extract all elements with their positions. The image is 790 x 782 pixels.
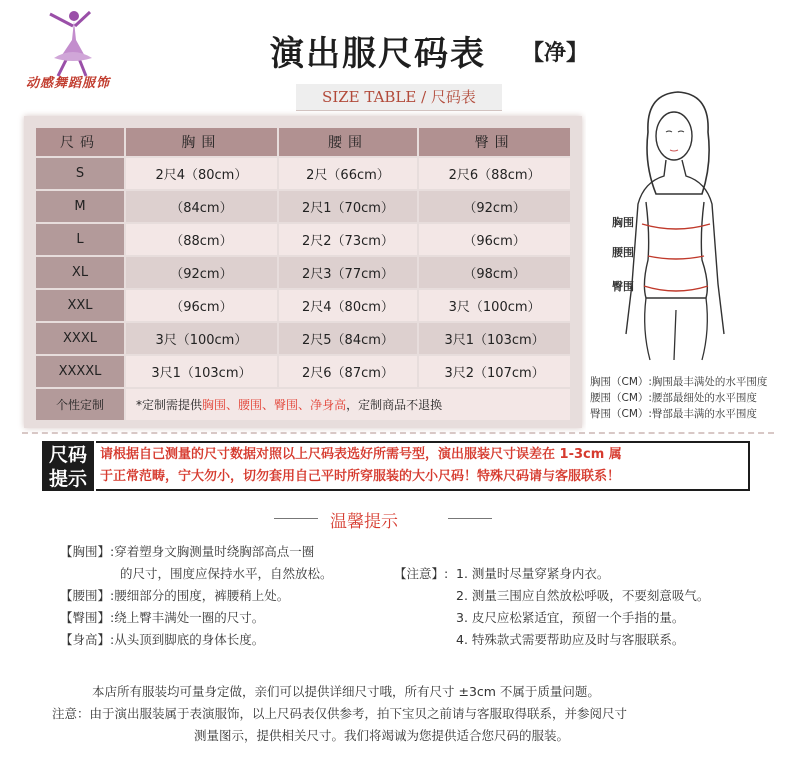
size-cell: XXXL (36, 323, 124, 354)
hip-cell: （98cm） (419, 257, 570, 288)
tip-label: 【胸围】: (60, 544, 115, 559)
table-row (36, 191, 570, 222)
chest-cell: （88cm） (126, 224, 277, 255)
table-row (36, 257, 570, 288)
waist-cell: 2尺1（70cm） (279, 191, 417, 222)
table-row (36, 323, 570, 354)
waist-cell: 2尺5（84cm） (279, 323, 417, 354)
note-label: 【注意】: (394, 566, 449, 581)
custom-note (126, 389, 570, 420)
custom-row (36, 389, 570, 420)
chest-cell: 3尺（100cm） (126, 323, 277, 354)
table-row (36, 224, 570, 255)
tip-label: 【身高】: (60, 632, 115, 647)
tip-label: 【臀围】: (60, 610, 115, 625)
custom-item: 臀围、 (274, 398, 311, 412)
tip-text: 穿着塑身文胸测量时绕胸部高点一圈 (114, 544, 315, 559)
note-item: 4. 特殊款式需要帮助应及时与客服联系。 (456, 632, 685, 647)
chest-cell: （84cm） (126, 191, 277, 222)
custom-suffix: ，定制商品不退换 (346, 398, 443, 412)
tip-item (60, 586, 289, 604)
custom-item: 胸围、 (202, 398, 239, 412)
table-row (36, 158, 570, 189)
waist-cell: 2尺2（73cm） (279, 224, 417, 255)
footer-line: 注意：由于演出服装属于表演服饰，以上尺码表仅供参考，拍下宝贝之前请与客服取得联系，并参阅尺寸 (52, 706, 628, 721)
dashed-divider (22, 432, 774, 434)
figure-legend-item: 臀围（CM）:臀部最丰满的水平围度 (590, 408, 757, 420)
custom-prefix: *定制需提供 (136, 398, 203, 412)
size-tip-line: 于正常范畴，宁大勿小，切勿套用自己平时所穿服装的大小尺码！特殊尺码请与客服联系！ (100, 469, 621, 484)
chest-cell: （92cm） (126, 257, 277, 288)
heading-line-right (448, 518, 492, 519)
tip-text: 绕上臀丰满处一圈的尺寸。 (114, 610, 265, 625)
waist-cell: 2尺4（80cm） (279, 290, 417, 321)
chest-cell: 3尺1（103cm） (126, 356, 277, 387)
tip-item (60, 608, 264, 626)
figure-legend-item: 胸围（CM）:胸围最丰满处的水平围度 (590, 376, 768, 388)
header-waist: 腰围 (279, 128, 417, 156)
size-cell: XXL (36, 290, 124, 321)
size-cell: S (36, 158, 124, 189)
figure-legend-item: 腰围（CM）:腰部最细处的水平围度 (590, 392, 757, 404)
page-title: 演出服尺码表 (270, 34, 486, 74)
chest-cell: （96cm） (126, 290, 277, 321)
hip-cell: 3尺1（103cm） (419, 323, 570, 354)
note-item: 2. 测量三围应自然放松呼吸，不要刻意吸气。 (456, 588, 710, 603)
tip-item (60, 542, 314, 560)
size-cell: XXXXL (36, 356, 124, 387)
hip-cell: 3尺（100cm） (419, 290, 570, 321)
figure-label-chest: 胸围 (612, 216, 634, 229)
tip-item (60, 630, 264, 648)
custom-label: 个性定制 (36, 389, 124, 420)
tip-text: 的尺寸，围度应保持水平，自然放松。 (120, 566, 333, 581)
header-size: 尺码 (36, 128, 124, 156)
header-hip: 臀围 (419, 128, 570, 156)
figure-label-waist: 腰围 (612, 246, 634, 259)
table-row (36, 290, 570, 321)
size-table-banner: SIZE TABLE / 尺码表 (296, 84, 502, 111)
tip-text: 从头顶到脚底的身体长度。 (114, 632, 265, 647)
chest-cell: 2尺4（80cm） (126, 158, 277, 189)
tip-text: 腰细部分的围度，裤腰稍上处。 (114, 588, 290, 603)
heading-line-left (274, 518, 318, 519)
hip-cell: （92cm） (419, 191, 570, 222)
size-cell: M (36, 191, 124, 222)
figure-label-hip: 臀围 (612, 280, 634, 293)
size-tip-text (100, 444, 750, 488)
waist-cell: 2尺（66cm） (279, 158, 417, 189)
size-table (34, 126, 572, 422)
tip-item (120, 564, 333, 582)
table-row (36, 356, 570, 387)
hip-cell: 2尺6（88cm） (419, 158, 570, 189)
custom-item: 净身高 (310, 398, 347, 412)
size-cell: XL (36, 257, 124, 288)
size-cell: L (36, 224, 124, 255)
note-item: 3. 皮尺应松紧适宜，预留一个手指的量。 (456, 610, 685, 625)
header-chest: 胸围 (126, 128, 277, 156)
waist-cell: 2尺6（87cm） (279, 356, 417, 387)
tip-label: 【腰围】: (60, 588, 115, 603)
hip-cell: （96cm） (419, 224, 570, 255)
badge-line: 尺码 (48, 444, 87, 466)
body-measurement-figure (586, 84, 786, 434)
table-header-row (36, 128, 570, 156)
footer-line: 本店所有服装均可量身定做，亲们可以提供详细尺寸哦，所有尺寸 ±3cm 不属于质量问题。 (92, 684, 600, 699)
logo-text: 动感舞蹈服饰 (26, 76, 111, 91)
note-item: 1. 测量时尽量穿紧身内衣。 (456, 566, 610, 581)
size-tip-line: 请根据自己测量的尺寸数据对照以上尺码表选好所需号型，演出服装尺寸误差在 1-3cm 属 (100, 447, 622, 462)
title-suffix: 【净】 (522, 40, 589, 66)
warm-tips-heading: 温馨提示 (330, 512, 398, 532)
hip-cell: 3尺2（107cm） (419, 356, 570, 387)
badge-line: 提示 (48, 468, 87, 490)
custom-item: 腰围、 (238, 398, 275, 412)
footer-line: 测量图示，提供相关尺寸。我们将竭诚为您提供适合您尺码的服装。 (194, 728, 570, 743)
size-tip-badge (42, 441, 94, 491)
waist-cell: 2尺3（77cm） (279, 257, 417, 288)
